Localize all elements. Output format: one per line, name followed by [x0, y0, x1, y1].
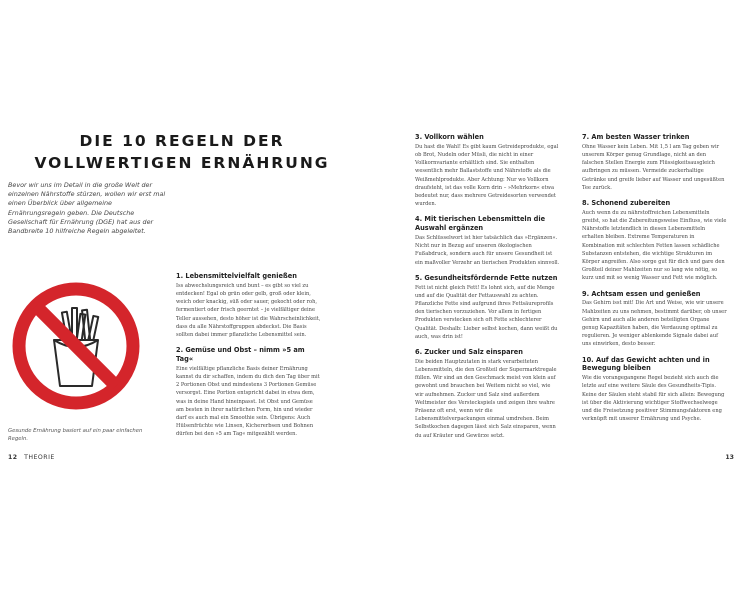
prohibition-sign-icon	[8, 278, 144, 414]
rule-body: Du hast die Wahl! Es gibt kaum Getreideprodukte, egal ob Brot, Nudeln oder Müsli, die nicht in einer Vollkornvariante erhältlich sind. Sie enthalten wesentlich mehr Ballaststoffe und Nährstoffe als die Weißmehlprodukte. Aber Achtung: Nur wo Vollkorn draufsteht, ist das volle Korn drin – »Mehrkorn« etwa bedeutet nur, dass mehrere Getreidesorten verwendet wurden.	[415, 143, 559, 208]
rule-heading: 3. Vollkorn wählen	[415, 133, 484, 141]
rule-body: Die beiden Hauptzutaten in stark verarbeiteten Lebensmitteln, die den Großteil der Supermarktregale füllen. Wir sind an den Geschmack meist von klein auf gewohnt und brauchen bei Weitem nicht so viel, wie wir aufnehmen. Zucker und Salz sind außerdem Weltmeister des Versteckspiels und zeigen ihre wahre Präsenz oft erst, wenn wir die Lebensmittelverpackungen einmal umdrehen. Beim Selbstkochen dagegen lässt sich Salz einsparen, wenn du auf Kräuter und Gewürze setzt.	[415, 358, 557, 439]
rule-heading: 4. Mit tierischen Lebensmitteln die Auswahl ergänzen	[415, 215, 546, 233]
column-3	[582, 133, 727, 430]
rule-2	[176, 346, 321, 438]
rule-heading: 7. Am besten Wasser trinken	[582, 133, 690, 141]
rule-heading: 1. Lebensmittelvielfalt genießen	[176, 272, 297, 280]
section-label: THEORIE	[24, 454, 55, 461]
page-title	[22, 130, 342, 174]
rule-1	[176, 272, 321, 339]
rule-body: Das Gehirn isst mit! Die Art und Weise, wie wir unsere Mahlzeiten zu uns nehmen, bestimmt darüber, ob unser Gehirn und auch alle anderen beteiligten Organe genug Kapazitäten haben, die Verdauung optimal zu regulieren. Je weniger ablenkende Signale dabei auf uns einwirken, desto besser.	[582, 300, 727, 348]
page-number-right: 13	[725, 454, 734, 461]
rule-heading: 2. Gemüse und Obst – nimm »5 am Tag«	[176, 346, 305, 364]
rule-4	[415, 215, 560, 266]
rule-3	[415, 133, 560, 208]
image-caption: Gesunde Ernährung basiert auf ein paar einfachen Regeln.	[8, 428, 143, 442]
rule-5	[415, 274, 560, 341]
page-number-left: 12	[8, 454, 18, 461]
left-footer	[8, 454, 55, 461]
column-1	[176, 272, 321, 446]
right-page	[371, 0, 742, 593]
rule-7	[582, 133, 727, 192]
rule-heading: 10. Auf das Gewicht achten und in Bewegung bleiben	[582, 355, 710, 373]
title-line-2: VOLLWERTIGEN ERNÄHRUNG	[34, 154, 330, 172]
rule-9	[582, 290, 727, 349]
title-line-1: DIE 10 REGELN DER	[79, 132, 285, 150]
rule-body: Fett ist nicht gleich Fett! Es lohnt sich, auf die Menge und auf die Qualität der Fettauswahl zu achten. Pflanzliche Fette sind aufgrund ihres Fettsäureprofils den tierischen vorzuziehen. Vor allem in fertigen Produkten verstecken sich oft Fette schlechterer Qualität. Deshalb: Lieber selbst kochen, dann weißt du auch, was drin ist!	[415, 284, 558, 340]
intro-text: Bevor wir uns im Detail in die große Welt der einzelnen Nährstoffe stürzen, wollen wir erst mal einen Überblick über allgemeine Ernährungsregeln geben. Die Deutsche Gesellschaft für Ernährung (DGE) hat aus der Bandbreite 10 hilfreiche Regeln abgeleitet.	[8, 181, 166, 236]
rule-body: Iss abwechslungsreich und bunt – es gibt so viel zu entdecken! Egal ob grün oder gelb, groß oder klein, weich oder knackig, süß oder sauer, gekocht oder roh, fermentiert oder frisch geerntet – je vielfältiger deine Teller aussehen, desto höher ist die Wahrscheinlichkeit, dass du alle Nährstoffgruppen abdeckst. Die Basis sollten dabei immer pflanzliche Lebensmittel sein.	[176, 282, 321, 339]
rule-heading: 9. Achtsam essen und genießen	[582, 289, 701, 298]
no-fries-sign-illustration	[8, 278, 144, 414]
rule-body: Wie die vorangegangene Regel bezieht sich auch die letzte auf eine weitere Säule des Gesundheits-Tipis. Keine der Säulen steht stabil für sich allein: Bewegung ist über die Aktivierung wichtiger Stoffwechselwege und die Freisetzung positiver Stimmungsfaktoren eng verknüpft mit unserer Ernährung und Psyche.	[582, 375, 725, 423]
rule-6	[415, 348, 560, 440]
rule-body: Eine vielfältige pflanzliche Basis deiner Ernährung kannst du dir schaffen, indem du dich den Tag über mit 2 Portionen Obst und mindestens 3 Portionen Gemüse versorgst. Eine Portion entspricht dabei in etwa dem, was in deine Hand hineinpasst. Ist Obst und Gemüse am besten in ihrer natürlichen Form, hin und wieder darf es auch mal ein Smoothie sein. Übrigens: Auch Hülsenfrüchte wie Linsen, Kichererbsen und Bohnen dürfen bei den »5 am Tag« mitgezählt werden.	[176, 365, 320, 438]
rule-heading: 8. Schonend zubereiten	[582, 199, 671, 208]
rule-body: Das Schlüsselwort ist hier tatsächlich das »Ergänzen«. Nicht nur in Bezug auf unseren ökologischen Fußabdruck, sondern auch für unsere Gesundheit ist ein maßvoller Verzehr an tierischen Produkten sinnvoll.	[415, 235, 560, 266]
rule-10	[582, 356, 727, 424]
rule-heading: 5. Gesundheitsfördernde Fette nutzen	[415, 273, 558, 282]
rule-body: Auch wenn du zu nährstoffreichen Lebensmitteln greifst, so hat die Zubereitungsweise Einfluss, wie viele Nährstoffe letztendlich in diesen Lebensmitteln erhalten bleiben. Extreme Temperaturen in Kombination mit schlechten Fetten lassen schädliche Substanzen entstehen, die wichtige Strukturen im Körper angreifen. Also sorge gut für dich und gare den Großteil deiner Mahlzeiten nur so lang wie nötig, so kurz und mit so wenig Wasser und Fett wie möglich.	[582, 209, 727, 282]
rule-body: Ohne Wasser kein Leben. Mit 1,5 l am Tag geben wir unserem Körper genug Grundlage, nicht an den falschen Stellen Energie zum Flüssigkeitsausgleich aufbringen zu müssen. Vermeide zuckerhaltige Getränke und greife lieber auf Wasser und ungesüßten Tee zurück.	[582, 143, 725, 191]
rule-heading: 6. Zucker und Salz einsparen	[415, 348, 523, 357]
column-2	[415, 133, 560, 447]
rule-8	[582, 199, 727, 283]
